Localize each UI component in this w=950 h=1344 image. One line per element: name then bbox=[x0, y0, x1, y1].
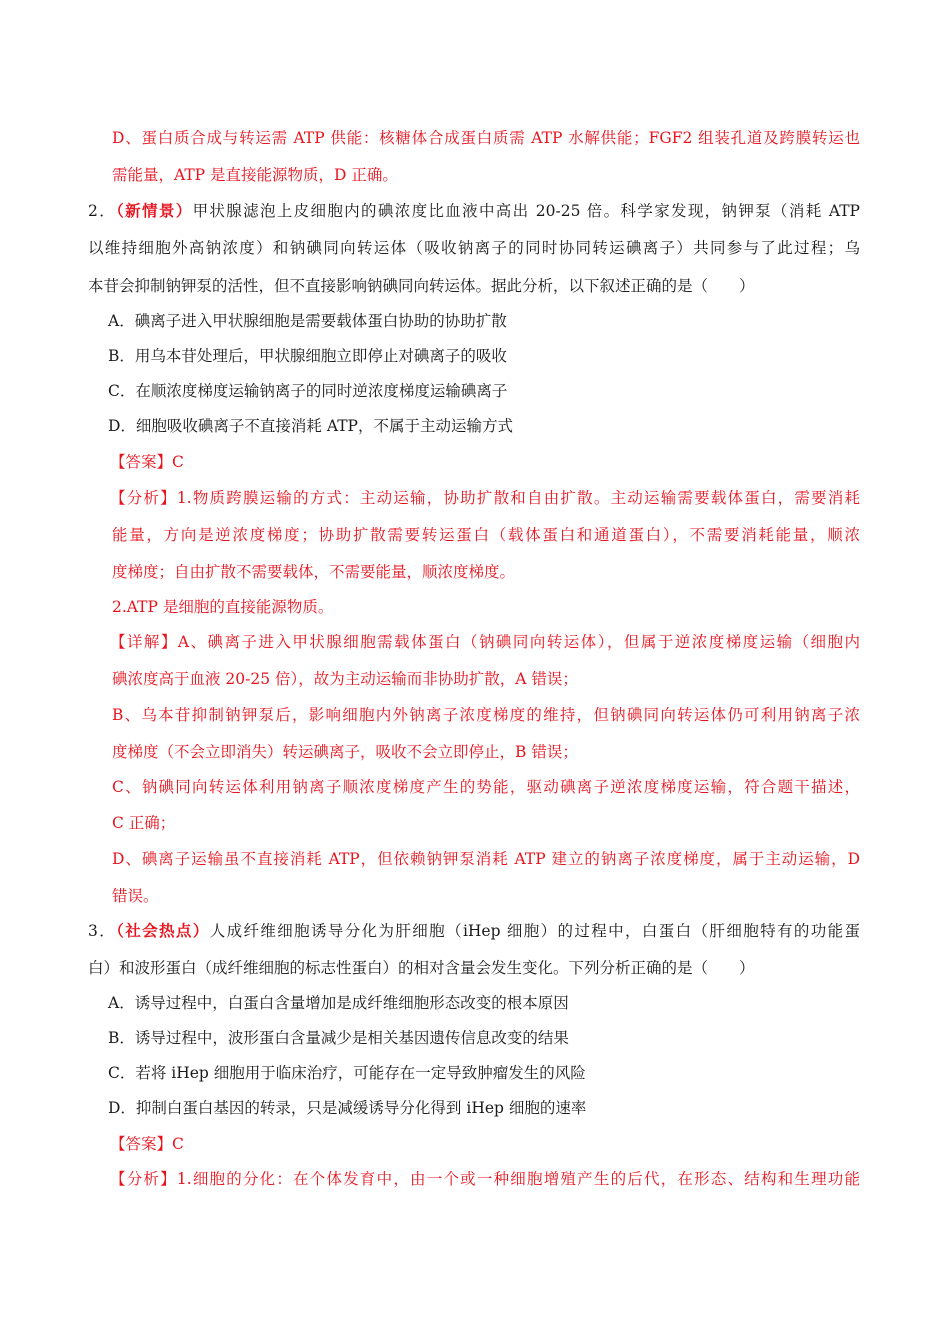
q2-tag: （新情景） bbox=[116, 201, 193, 220]
q2-detail-c-line1: C、钠碘同向转运体利用钠离子顺浓度梯度产生的势能，驱动碘离子逆浓度梯度运输，符合题干描述， bbox=[112, 778, 860, 796]
q3-option-a: A．诱导过程中，白蛋白含量增加是成纤维细胞形态改变的根本原因 bbox=[108, 994, 569, 1012]
q2-answer-value: C bbox=[172, 453, 184, 471]
q3-option-b: B．诱导过程中，波形蛋白含量减少是相关基因遗传信息改变的结果 bbox=[108, 1029, 569, 1047]
q3-answer bbox=[110, 1134, 184, 1154]
q2-analysis-label: 【分析】 bbox=[110, 489, 177, 507]
q2-detail-label: 【详解】 bbox=[110, 633, 178, 651]
q3-analysis-label: 【分析】 bbox=[110, 1170, 177, 1188]
q2-detail-b-line1: B、乌本苷抑制钠钾泵后，影响细胞内外钠离子浓度梯度的维持，但钠碘同向转运体仍可利用钠离子浓 bbox=[112, 706, 860, 724]
q3-stem-text: 人成纤维细胞诱导分化为肝细胞（iHep 细胞）的过程中，白蛋白（肝细胞特有的功能蛋 bbox=[209, 922, 860, 940]
q2-option-b: B．用乌本苷处理后，甲状腺细胞立即停止对碘离子的吸收 bbox=[108, 347, 507, 365]
q2-analysis-line3: 度梯度；自由扩散不需要载体，不需要能量，顺浓度梯度。 bbox=[112, 563, 516, 581]
q2-detail-line1: 【详解】A、碘离子进入甲状腺细胞需载体蛋白（钠碘同向转运体），但属于逆浓度梯度运输（细胞内 bbox=[110, 633, 860, 651]
q3-number: 3． bbox=[88, 922, 117, 940]
q2-detail-d-line1: D、碘离子运输虽不直接消耗 ATP，但依赖钠钾泵消耗 ATP 建立的钠离子浓度梯度，属于主动运输，D bbox=[112, 850, 860, 868]
q3-stem-line2: 白）和波形蛋白（成纤维细胞的标志性蛋白）的相对含量会发生变化。下列分析正确的是（ ） bbox=[88, 959, 755, 977]
q3-analysis-line1: 【分析】1.细胞的分化：在个体发育中，由一个或一种细胞增殖产生的后代，在形态、结构和生理功能 bbox=[110, 1170, 860, 1188]
q3-answer-value: C bbox=[172, 1135, 184, 1153]
q2-number: 2． bbox=[88, 202, 117, 220]
q1-option-d-explanation-line1: D、蛋白质合成与转运需 ATP 供能：核糖体合成蛋白质需 ATP 水解供能；FGF2 组装孔道及跨膜转运也 bbox=[112, 129, 860, 147]
q1-option-d-explanation-line2: 需能量，ATP 是直接能源物质，D 正确。 bbox=[112, 166, 398, 184]
q3-stem-line1 bbox=[88, 921, 860, 941]
q2-detail-a-line2: 碘浓度高于血液 20-25 倍），故为主动运输而非协助扩散，A 错误； bbox=[112, 670, 578, 688]
q2-detail-b-line2: 度梯度（不会立即消失）转运碘离子，吸收不会立即停止，B 错误； bbox=[112, 743, 578, 761]
q2-detail-d-line2: 错误。 bbox=[112, 887, 159, 905]
q2-option-a: A．碘离子进入甲状腺细胞是需要载体蛋白协助的协助扩散 bbox=[108, 312, 507, 330]
q2-option-c: C．在顺浓度梯度运输钠离子的同时逆浓度梯度运输碘离子 bbox=[108, 382, 508, 400]
q2-analysis-line1: 【分析】1.物质跨膜运输的方式：主动运输，协助扩散和自由扩散。主动运输需要载体蛋白，需要消耗 bbox=[110, 489, 860, 507]
q2-stem-line3: 本苷会抑制钠钾泵的活性，但不直接影响钠碘同向转运体。据此分析，以下叙述正确的是（ ） bbox=[88, 277, 755, 295]
q2-answer-label: 【答案】 bbox=[110, 453, 173, 471]
q2-stem-line2: 以维持细胞外高钠浓度）和钠碘同向转运体（吸收钠离子的同时协同转运碘离子）共同参与了此过程；乌 bbox=[88, 239, 860, 257]
q2-answer bbox=[110, 452, 184, 472]
q2-analysis-line4: 2.ATP 是细胞的直接能源物质。 bbox=[112, 598, 334, 616]
q3-option-d: D．抑制白蛋白基因的转录，只是减缓诱导分化得到 iHep 细胞的速率 bbox=[108, 1099, 587, 1117]
q2-stem-line1 bbox=[88, 201, 860, 221]
q3-option-c: C．若将 iHep 细胞用于临床治疗，可能存在一定导致肿瘤发生的风险 bbox=[108, 1064, 586, 1082]
q2-stem-text: 甲状腺滤泡上皮细胞内的碘浓度比血液中高出 20-25 倍。科学家发现，钠钾泵（消耗 ATP bbox=[192, 202, 860, 220]
q3-answer-label: 【答案】 bbox=[110, 1135, 173, 1153]
q3-tag: （社会热点） bbox=[116, 921, 210, 940]
q2-analysis-line2: 能量，方向是逆浓度梯度；协助扩散需要转运蛋白（载体蛋白和通道蛋白），不需要消耗能量，顺浓 bbox=[112, 526, 860, 544]
q2-option-d: D．细胞吸收碘离子不直接消耗 ATP，不属于主动运输方式 bbox=[108, 417, 513, 435]
q2-detail-c-line2: C 正确； bbox=[112, 814, 176, 832]
